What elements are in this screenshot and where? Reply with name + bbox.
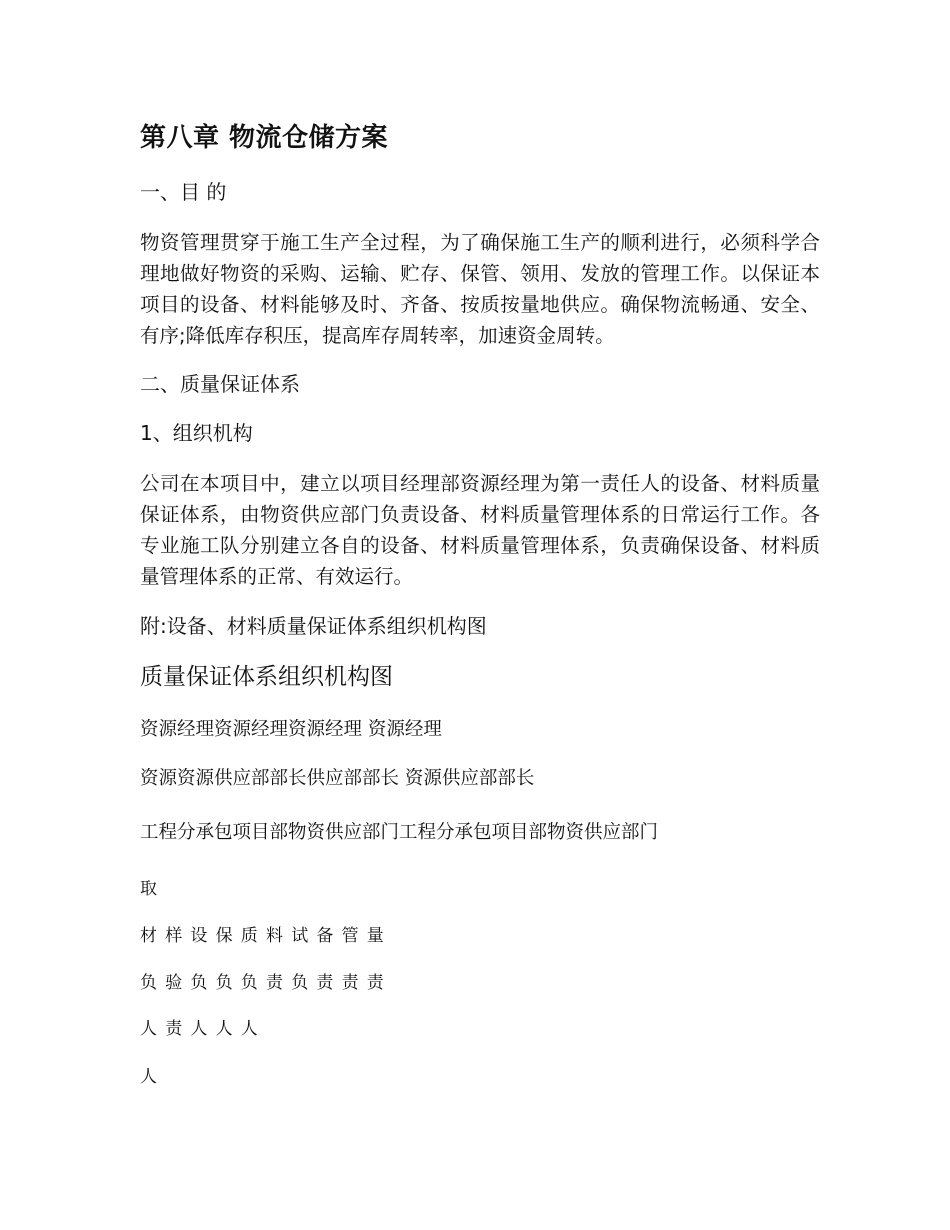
org-chart-line-resource-manager: 资源经理资源经理资源经理 资源经理	[140, 719, 442, 740]
chapter-title: 第八章 物流仓储方案	[140, 123, 389, 153]
org-chart-vertical-line-1: 取	[140, 879, 166, 899]
org-chart-vertical-line-2: 材样设保质料试备管量	[140, 926, 392, 946]
section-heading-purpose: 一、目 的	[140, 180, 227, 204]
org-chart-title: 质量保证体系组织机构图	[140, 664, 393, 690]
org-chart-line-supply-department: 工程分承包项目部物资供应部门工程分承包项目部物资供应部门	[140, 822, 659, 843]
attachment-note: 附:设备、材料质量保证体系组织机构图	[140, 614, 487, 638]
purpose-paragraph: 物资管理贯穿于施工生产全过程，为了确保施工生产的顺利进行，必须科学合理地做好物资的采购、运输、贮存、保管、领用、发放的管理工作。以保证本项目的设备、材料能够及时、齐备、按质按量地供应。确保物流畅通、安全、有序;降低库存积压，提高库存周转率，加速资金周转。	[140, 231, 820, 347]
org-chart-vertical-line-3: 负验负负负责负责责责	[140, 973, 392, 993]
subsection-heading-organization: 1、组织机构	[140, 421, 253, 445]
org-chart-line-supply-head: 资源资源供应部部长供应部部长 资源供应部部长	[140, 768, 535, 789]
organization-paragraph: 公司在本项目中，建立以项目经理部资源经理为第一责任人的设备、材料质量保证体系，由物资供应部门负责设备、材料质量管理体系的日常运行工作。各专业施工队分别建立各自的设备、材料质量管理体系，负责确保设备、材料质量管理体系的正常、有效运行。	[140, 472, 820, 588]
section-heading-quality-system: 二、质量保证体系	[140, 372, 300, 396]
org-chart-vertical-line-4: 人责人人人	[140, 1019, 266, 1039]
org-chart-vertical-line-5: 人	[140, 1067, 166, 1087]
